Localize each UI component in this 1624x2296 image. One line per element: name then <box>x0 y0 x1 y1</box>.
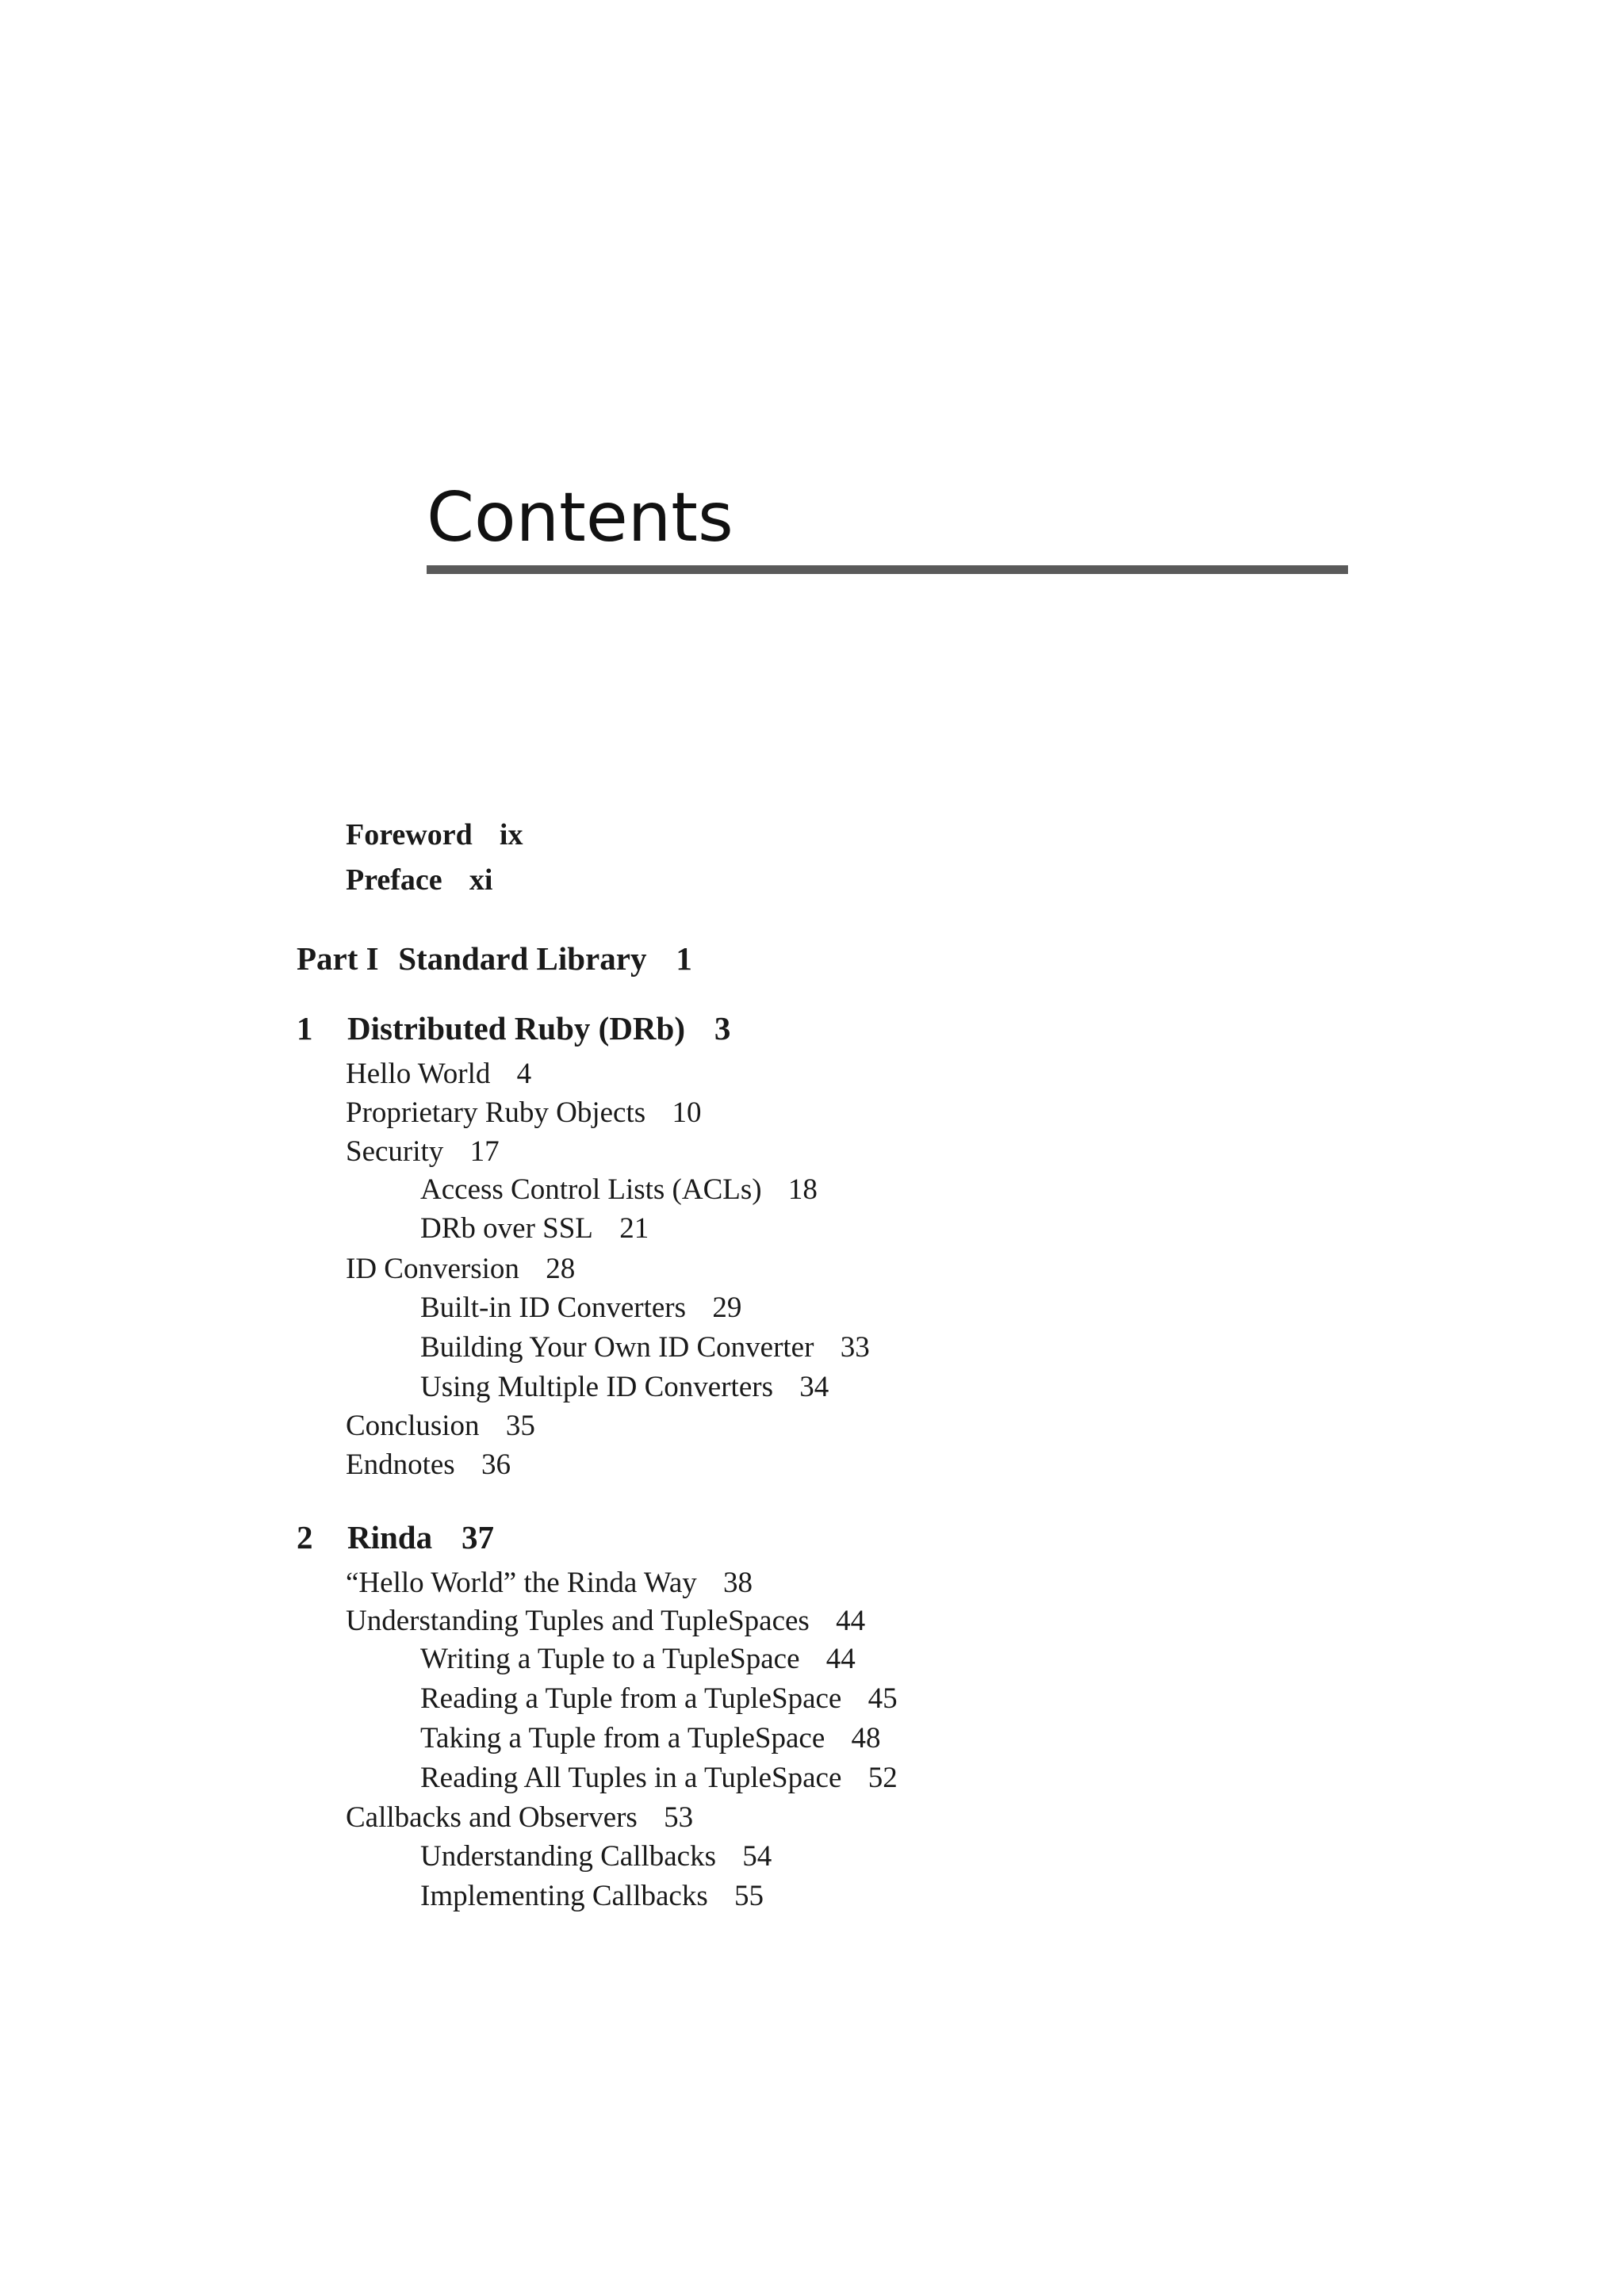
toc-entry-label: DRb over SSL <box>420 1212 593 1245</box>
toc-entry-page: 4 <box>516 1058 532 1090</box>
toc-entry-label: Preface <box>346 863 442 897</box>
toc-entry-page: 53 <box>664 1801 694 1834</box>
toc-section-entry[interactable] <box>346 1411 535 1441</box>
toc-section-entry[interactable] <box>346 1098 701 1127</box>
toc-subsection-entry[interactable] <box>420 1842 772 1871</box>
toc-section-entry[interactable] <box>346 1803 693 1832</box>
toc-entry-page: 54 <box>742 1840 772 1873</box>
toc-entry-label: ID Conversion <box>346 1253 519 1285</box>
toc-entry-label: Callbacks and Observers <box>346 1801 638 1834</box>
toc-entry-page: xi <box>469 863 493 897</box>
toc-entry-label: Conclusion <box>346 1410 480 1442</box>
toc-entry-preface[interactable] <box>346 865 492 895</box>
toc-entry-label: Reading a Tuple from a TupleSpace <box>420 1682 842 1715</box>
part-label: Part I <box>297 940 379 977</box>
toc-entry-page: 34 <box>799 1371 829 1403</box>
toc-entry-page: 21 <box>619 1212 649 1245</box>
toc-chapter-heading[interactable] <box>297 1521 494 1554</box>
toc-entry-label: Using Multiple ID Converters <box>420 1371 773 1403</box>
toc-entry-page: 18 <box>787 1173 818 1206</box>
toc-entry-label: Foreword <box>346 818 473 851</box>
toc-entry-label: Writing a Tuple to a TupleSpace <box>420 1643 800 1675</box>
chapter-number: 1 <box>297 1010 313 1047</box>
toc-subsection-entry[interactable] <box>420 1684 898 1713</box>
toc-subsection-entry[interactable] <box>420 1881 764 1911</box>
toc-entry-label: Security <box>346 1135 444 1168</box>
toc-subsection-entry[interactable] <box>420 1293 741 1322</box>
toc-section-entry[interactable] <box>346 1568 753 1598</box>
toc-subsection-entry[interactable] <box>420 1214 649 1243</box>
toc-section-entry[interactable] <box>346 1137 500 1166</box>
toc-chapter-heading[interactable] <box>297 1012 730 1045</box>
toc-subsection-entry[interactable] <box>420 1644 856 1674</box>
toc-entry-label: Proprietary Ruby Objects <box>346 1096 646 1129</box>
chapter-page: 37 <box>462 1519 494 1556</box>
toc-entry-label: Hello World <box>346 1058 491 1090</box>
toc-entry-label: Built-in ID Converters <box>420 1292 687 1324</box>
toc-entry-label: Access Control Lists (ACLs) <box>420 1173 762 1206</box>
toc-entry-label: Understanding Callbacks <box>420 1840 716 1873</box>
toc-section-entry[interactable] <box>346 1254 575 1284</box>
toc-entry-page: 52 <box>868 1762 898 1794</box>
toc-entry-label: Taking a Tuple from a TupleSpace <box>420 1722 825 1755</box>
toc-entry-page: ix <box>499 818 523 851</box>
page-title: Contents <box>427 478 733 557</box>
toc-entry-page: 44 <box>825 1643 856 1675</box>
toc-section-entry[interactable] <box>346 1450 511 1479</box>
toc-entry-foreword[interactable] <box>346 820 523 850</box>
toc-entry-label: Reading All Tuples in a TupleSpace <box>420 1762 842 1794</box>
toc-entry-page: 28 <box>546 1253 576 1285</box>
toc-entry-page: 48 <box>851 1722 881 1755</box>
part-title: Standard Library <box>398 940 647 977</box>
chapter-title: Distributed Ruby (DRb) <box>347 1010 685 1047</box>
chapter-title: Rinda <box>347 1519 433 1556</box>
toc-entry-page: 10 <box>672 1096 702 1129</box>
toc-section-entry[interactable] <box>346 1606 865 1636</box>
toc-entry-page: 29 <box>712 1292 742 1324</box>
toc-entry-label: Building Your Own ID Converter <box>420 1331 814 1364</box>
toc-section-entry[interactable] <box>346 1059 531 1089</box>
toc-subsection-entry[interactable] <box>420 1333 870 1362</box>
toc-entry-label: Endnotes <box>346 1448 455 1481</box>
toc-entry-label: “Hello World” the Rinda Way <box>346 1567 697 1599</box>
toc-entry-page: 45 <box>868 1682 898 1715</box>
toc-subsection-entry[interactable] <box>420 1724 881 1753</box>
toc-entry-page: 44 <box>836 1605 866 1637</box>
toc-entry-page: 36 <box>481 1448 511 1481</box>
toc-entry-page: 55 <box>734 1880 764 1912</box>
toc-entry-page: 33 <box>840 1331 870 1364</box>
toc-subsection-entry[interactable] <box>420 1175 818 1204</box>
toc-part-heading[interactable] <box>297 940 692 977</box>
toc-entry-label: Understanding Tuples and TupleSpaces <box>346 1605 810 1637</box>
toc-entry-label: Implementing Callbacks <box>420 1880 708 1912</box>
toc-subsection-entry[interactable] <box>420 1372 829 1402</box>
toc-subsection-entry[interactable] <box>420 1763 898 1793</box>
toc-entry-page: 35 <box>505 1410 535 1442</box>
toc-entry-page: 38 <box>723 1567 753 1599</box>
chapter-page: 3 <box>714 1010 731 1047</box>
part-page: 1 <box>676 940 692 977</box>
toc-entry-page: 17 <box>469 1135 500 1168</box>
chapter-number: 2 <box>297 1519 313 1556</box>
